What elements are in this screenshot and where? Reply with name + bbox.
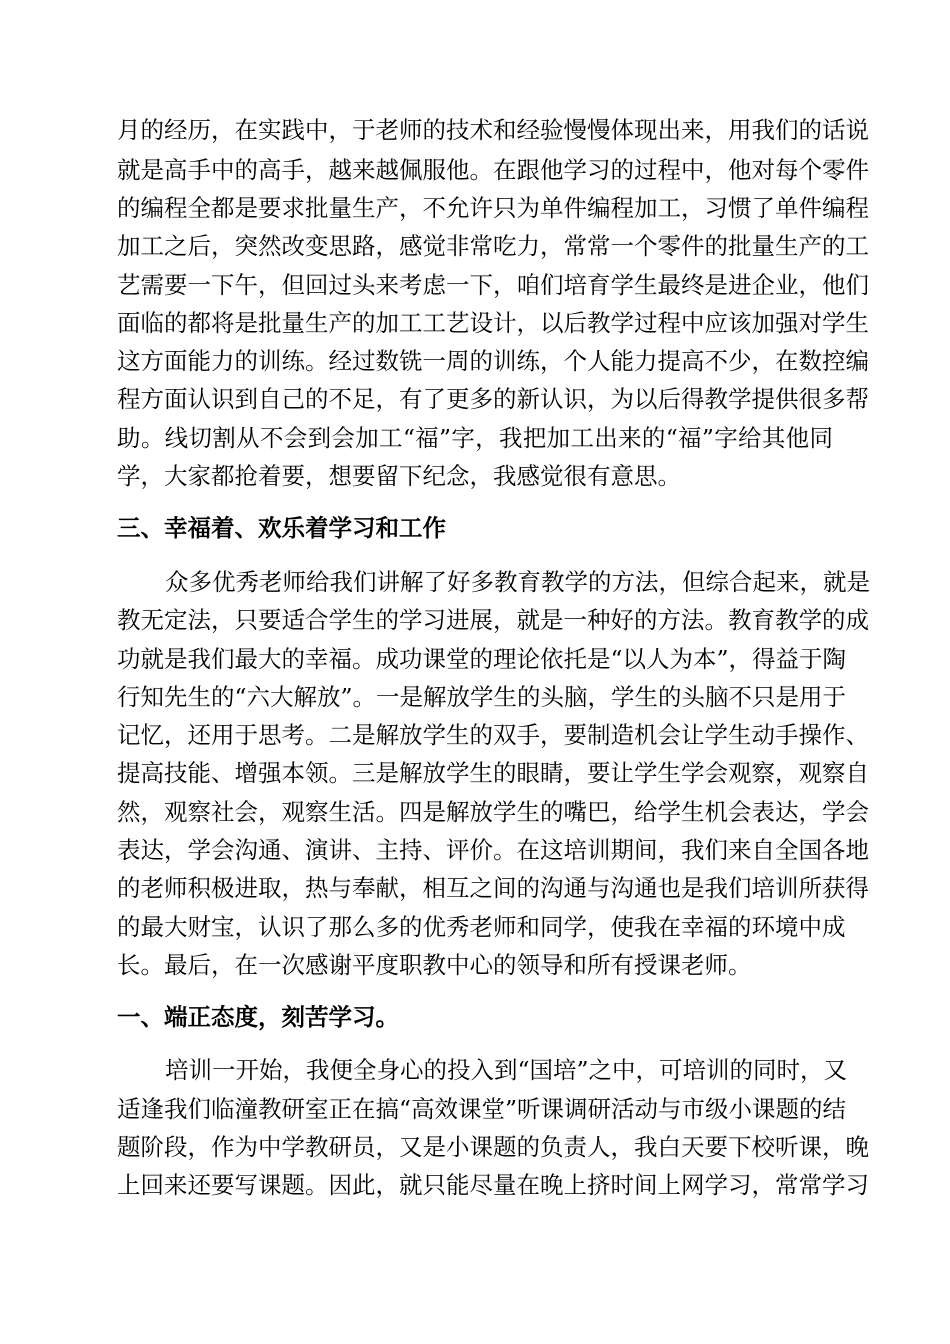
text-line: 众多优秀老师给我们讲解了好多教育教学的方法，但综合起来，就是	[165, 568, 870, 596]
text-line: 适逢我们临潼教研室正在搞“高效课堂”听课调研活动与市级小课题的结	[117, 1095, 847, 1123]
text-line: 培训一开始，我便全身心的投入到“国培”之中，可培训的同时，又	[165, 1056, 848, 1084]
text-line: 程方面认识到自己的不足，有了更多的新认识，为以后得教学提供很多帮	[117, 385, 869, 413]
text-line: 的最大财宝，认识了那么多的优秀老师和同学，使我在幸福的环境中成	[117, 913, 846, 941]
text-line: 的编程全都是要求批量生产，不允许只为单件编程加工，习惯了单件编程	[117, 194, 869, 222]
section-heading: 一、端正态度，刻苦学习。	[117, 1003, 399, 1031]
text-line: 表达，学会沟通、演讲、主持、评价。在这培训期间，我们来自全国各地	[117, 836, 869, 864]
text-line: 月的经历，在实践中，于老师的技术和经验慢慢体现出来，用我们的话说	[117, 116, 869, 144]
text-line: 然，观察社会，观察生活。四是解放学生的嘴巴，给学生机会表达，学会	[117, 798, 869, 826]
section-heading: 三、幸福着、欢乐着学习和工作	[117, 514, 446, 542]
text-line: 上回来还要写课题。因此，就只能尽量在晚上挤时间上网学习，常常学习	[117, 1171, 869, 1199]
text-line: 题阶段，作为中学教研员，又是小课题的负责人，我白天要下校听课，晚	[117, 1133, 869, 1161]
text-line: 这方面能力的训练。经过数铣一周的训练，个人能力提高不少，在数控编	[117, 347, 869, 375]
text-line: 艺需要一下午，但回过头来考虑一下，咱们培育学生最终是进企业，他们	[117, 271, 869, 299]
text-line: 教无定法，只要适合学生的学习进展，就是一种好的方法。教育教学的成	[117, 606, 869, 634]
text-line: 就是高手中的高手，越来越佩服他。在跟他学习的过程中，他对每个零件	[117, 156, 869, 184]
text-line: 行知先生的“六大解放”。一是解放学生的头脑，学生的头脑不只是用于	[117, 683, 847, 711]
text-line: 记忆，还用于思考。二是解放学生的双手，要制造机会让学生动手操作、	[117, 721, 869, 749]
text-line: 助。线切割从不会到会加工“福”字，我把加工出来的“福”字给其他同	[117, 424, 833, 452]
text-line: 长。最后，在一次感谢平度职教中心的领导和所有授课老师。	[117, 951, 752, 979]
text-line: 提高技能、增强本领。三是解放学生的眼睛，要让学生学会观察，观察自	[117, 759, 869, 787]
text-line: 学，大家都抢着要，想要留下纪念，我感觉很有意思。	[117, 462, 681, 490]
text-line: 功就是我们最大的幸福。成功课堂的理论依托是“以人为本”，得益于陶	[117, 645, 847, 673]
text-line: 的老师积极进取，热与奉献，相互之间的沟通与沟通也是我们培训所获得	[117, 874, 869, 902]
text-line: 加工之后，突然改变思路，感觉非常吃力，常常一个零件的批量生产的工	[117, 232, 869, 260]
text-line: 面临的都将是批量生产的加工工艺设计，以后教学过程中应该加强对学生	[117, 309, 869, 337]
